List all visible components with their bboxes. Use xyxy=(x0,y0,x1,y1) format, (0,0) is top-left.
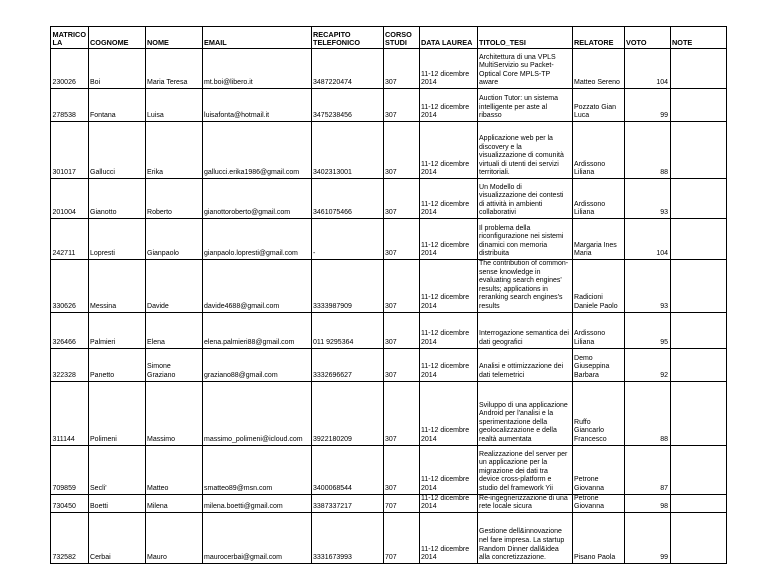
cell-matricola: 230026 xyxy=(51,49,89,89)
cell-nome: Simone Graziano xyxy=(145,348,202,381)
cell-titolo-tesi: Realizzazione del server per un applicazione per la migrazione dei dati tra device cross-platform e studio del framework Yii xyxy=(477,445,572,494)
cell-cognome: Polimeni xyxy=(88,381,145,445)
table-row xyxy=(51,445,727,494)
header-row xyxy=(51,27,727,49)
cell-recapito: 3487220474 xyxy=(311,49,383,89)
table-row xyxy=(51,260,727,313)
cell-matricola: 326466 xyxy=(51,312,89,348)
table-row xyxy=(51,49,727,89)
cell-cognome: Gianotto xyxy=(88,179,145,219)
cell-recapito: 3922180209 xyxy=(311,381,383,445)
cell-email: gallucci.erika1986@gmail.com xyxy=(202,122,311,179)
cell-email: luisafonta@hotmail.it xyxy=(202,89,311,122)
header-email: EMAIL xyxy=(202,27,311,49)
cell-note xyxy=(670,260,726,313)
header-relatore: RELATORE xyxy=(572,27,624,49)
table-row xyxy=(51,312,727,348)
cell-voto: 95 xyxy=(624,312,670,348)
cell-voto: 104 xyxy=(624,219,670,260)
cell-relatore: Margaria Ines Maria xyxy=(572,219,624,260)
cell-nome: Elena xyxy=(145,312,202,348)
cell-titolo-tesi: Il problema della riconfigurazione nei sistemi dinamici con memoria distribuita xyxy=(477,219,572,260)
table-row xyxy=(51,122,727,179)
cell-note xyxy=(670,512,726,563)
cell-email: mt.boi@libero.it xyxy=(202,49,311,89)
cell-matricola: 242711 xyxy=(51,219,89,260)
cell-relatore: Ruffo Giancarlo Francesco xyxy=(572,381,624,445)
cell-relatore: Pozzato Gian Luca xyxy=(572,89,624,122)
cell-voto: 87 xyxy=(624,445,670,494)
cell-nome: Luisa xyxy=(145,89,202,122)
cell-nome: Milena xyxy=(145,494,202,512)
cell-matricola: 330626 xyxy=(51,260,89,313)
cell-relatore: Petrone Giovanna xyxy=(572,494,624,512)
cell-note xyxy=(670,122,726,179)
cell-email: milena.boetti@gmail.com xyxy=(202,494,311,512)
cell-voto: 104 xyxy=(624,49,670,89)
cell-email: massimo_polimeni@icloud.com xyxy=(202,381,311,445)
header-nome: NOME xyxy=(145,27,202,49)
header-voto: VOTO xyxy=(624,27,670,49)
cell-relatore: Pisano Paola xyxy=(572,512,624,563)
table-row xyxy=(51,381,727,445)
cell-corso: 307 xyxy=(383,348,419,381)
cell-note xyxy=(670,179,726,219)
cell-relatore: Ardissono Liliana xyxy=(572,122,624,179)
header-recapito: RECAPITO TELEFONICO xyxy=(311,27,383,49)
cell-matricola: 301017 xyxy=(51,122,89,179)
cell-titolo-tesi: Architettura di una VPLS MultiServizio su Packet-Optical Core MPLS-TP aware xyxy=(477,49,572,89)
cell-relatore: Ardissono Liliana xyxy=(572,179,624,219)
cell-note xyxy=(670,219,726,260)
cell-corso: 307 xyxy=(383,122,419,179)
cell-recapito: 3331673993 xyxy=(311,512,383,563)
cell-data-laurea: 11-12 dicembre 2014 xyxy=(419,445,477,494)
cell-recapito: 011 9295364 xyxy=(311,312,383,348)
cell-recapito: 3333987909 xyxy=(311,260,383,313)
cell-email: maurocerbai@gmail.com xyxy=(202,512,311,563)
cell-matricola: 311144 xyxy=(51,381,89,445)
header-note: NOTE xyxy=(670,27,726,49)
cell-note xyxy=(670,348,726,381)
cell-nome: Erika xyxy=(145,122,202,179)
table-row xyxy=(51,494,727,512)
table-row xyxy=(51,219,727,260)
cell-recapito: 3332696627 xyxy=(311,348,383,381)
cell-voto: 98 xyxy=(624,494,670,512)
cell-note xyxy=(670,49,726,89)
cell-nome: Maria Teresa xyxy=(145,49,202,89)
cell-nome: Roberto xyxy=(145,179,202,219)
cell-data-laurea: 11-12 dicembre 2014 xyxy=(419,312,477,348)
cell-corso: 307 xyxy=(383,312,419,348)
cell-nome: Davide xyxy=(145,260,202,313)
cell-relatore: Petrone Giovanna xyxy=(572,445,624,494)
cell-matricola: 201004 xyxy=(51,179,89,219)
cell-corso: 307 xyxy=(383,260,419,313)
cell-data-laurea: 11-12 dicembre 2014 xyxy=(419,494,477,512)
cell-voto: 88 xyxy=(624,122,670,179)
cell-voto: 88 xyxy=(624,381,670,445)
cell-cognome: Boetti xyxy=(88,494,145,512)
cell-cognome: Boi xyxy=(88,49,145,89)
cell-recapito: 3387337217 xyxy=(311,494,383,512)
cell-data-laurea: 11-12 dicembre 2014 xyxy=(419,89,477,122)
cell-corso: 707 xyxy=(383,494,419,512)
cell-cognome: Panetto xyxy=(88,348,145,381)
cell-relatore: Demo Giuseppina Barbara xyxy=(572,348,624,381)
cell-email: smatteo89@msn.com xyxy=(202,445,311,494)
cell-titolo-tesi: Un Modello di visualizzazione dei contesti di attività in ambienti collaborativi xyxy=(477,179,572,219)
cell-cognome: Messina xyxy=(88,260,145,313)
cell-cognome: Palmieri xyxy=(88,312,145,348)
cell-corso: 307 xyxy=(383,179,419,219)
cell-data-laurea: 11-12 dicembre 2014 xyxy=(419,122,477,179)
cell-voto: 93 xyxy=(624,260,670,313)
cell-data-laurea: 11-12 dicembre 2014 xyxy=(419,179,477,219)
cell-corso: 307 xyxy=(383,381,419,445)
cell-recapito: 3400068544 xyxy=(311,445,383,494)
cell-note xyxy=(670,381,726,445)
thesis-graduation-table xyxy=(50,26,727,564)
cell-titolo-tesi: The contribution of common-sense knowledge in evaluating search engines' results; applications in reranking search engines's results xyxy=(477,260,572,313)
cell-email: graziano88@gmail.com xyxy=(202,348,311,381)
cell-recapito: 3461075466 xyxy=(311,179,383,219)
cell-voto: 99 xyxy=(624,89,670,122)
cell-matricola: 278538 xyxy=(51,89,89,122)
cell-relatore: Ardissono Liliana xyxy=(572,312,624,348)
cell-email: gianpaolo.lopresti@gmail.com xyxy=(202,219,311,260)
cell-nome: Massimo xyxy=(145,381,202,445)
cell-matricola: 730450 xyxy=(51,494,89,512)
cell-cognome: Secli' xyxy=(88,445,145,494)
cell-email: elena.palmieri88@gmail.com xyxy=(202,312,311,348)
cell-data-laurea: 11-12 dicembre 2014 xyxy=(419,260,477,313)
header-cognome: COGNOME xyxy=(88,27,145,49)
cell-data-laurea: 11-12 dicembre 2014 xyxy=(419,348,477,381)
header-data-laurea: DATA LAUREA xyxy=(419,27,477,49)
header-titolo-tesi: TITOLO_TESI xyxy=(477,27,572,49)
cell-nome: Mauro xyxy=(145,512,202,563)
cell-data-laurea: 11-12 dicembre 2014 xyxy=(419,49,477,89)
cell-matricola: 732582 xyxy=(51,512,89,563)
cell-voto: 93 xyxy=(624,179,670,219)
cell-titolo-tesi: Interrogazione semantica dei dati geografici xyxy=(477,312,572,348)
cell-voto: 99 xyxy=(624,512,670,563)
cell-corso: 307 xyxy=(383,49,419,89)
cell-titolo-tesi: Analisi e ottimizzazione dei dati telemetrici xyxy=(477,348,572,381)
cell-note xyxy=(670,312,726,348)
cell-titolo-tesi: Auction Tutor: un sistema intelligente per aste al ribasso xyxy=(477,89,572,122)
cell-data-laurea: 11-12 dicembre 2014 xyxy=(419,219,477,260)
cell-corso: 307 xyxy=(383,445,419,494)
cell-data-laurea: 11-12 dicembre 2014 xyxy=(419,512,477,563)
cell-corso: 307 xyxy=(383,89,419,122)
table-row xyxy=(51,179,727,219)
cell-nome: Matteo xyxy=(145,445,202,494)
cell-corso: 307 xyxy=(383,219,419,260)
header-matricola: MATRICO LA xyxy=(51,27,89,49)
cell-relatore: Radicioni Daniele Paolo xyxy=(572,260,624,313)
table-row xyxy=(51,512,727,563)
cell-titolo-tesi: Sviluppo di una applicazione Android per l'analisi e la sperimentazione della geolocalizzazione e della realtà aumentata xyxy=(477,381,572,445)
cell-titolo-tesi: Gestione dell&innovazione nel fare impresa. La startup Random Dinner dall&idea alla concretizzazione. xyxy=(477,512,572,563)
table-row xyxy=(51,348,727,381)
cell-cognome: Lopresti xyxy=(88,219,145,260)
cell-voto: 92 xyxy=(624,348,670,381)
cell-recapito: 3475238456 xyxy=(311,89,383,122)
cell-email: davide4688@gmail.com xyxy=(202,260,311,313)
cell-corso: 707 xyxy=(383,512,419,563)
table-row xyxy=(51,89,727,122)
cell-email: gianottoroberto@gmail.com xyxy=(202,179,311,219)
header-corso: CORSO STUDI xyxy=(383,27,419,49)
cell-recapito: - xyxy=(311,219,383,260)
cell-cognome: Fontana xyxy=(88,89,145,122)
cell-titolo-tesi: Re-ingegnerizzazione di una rete locale sicura xyxy=(477,494,572,512)
cell-note xyxy=(670,89,726,122)
cell-matricola: 709859 xyxy=(51,445,89,494)
cell-nome: Gianpaolo xyxy=(145,219,202,260)
cell-data-laurea: 11-12 dicembre 2014 xyxy=(419,381,477,445)
cell-cognome: Cerbai xyxy=(88,512,145,563)
cell-recapito: 3402313001 xyxy=(311,122,383,179)
cell-relatore: Matteo Sereno xyxy=(572,49,624,89)
cell-cognome: Gallucci xyxy=(88,122,145,179)
cell-matricola: 322328 xyxy=(51,348,89,381)
cell-note xyxy=(670,445,726,494)
cell-titolo-tesi: Applicazione web per la discovery e la visualizzazione di comunità virtuali di utenti dei servizi territoriali. xyxy=(477,122,572,179)
cell-note xyxy=(670,494,726,512)
